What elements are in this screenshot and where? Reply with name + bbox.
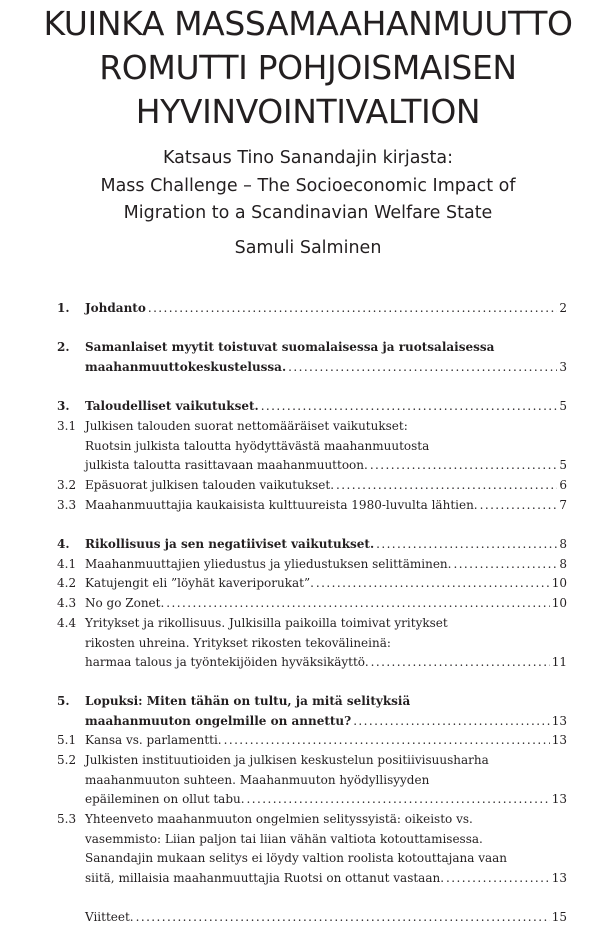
toc-line <box>57 751 567 771</box>
toc-entry[interactable] <box>57 299 567 319</box>
toc-entry-text: maahanmuuttokeskustelussa. <box>85 359 287 374</box>
toc-line <box>57 476 567 496</box>
toc-entry-text: Julkisten instituutioiden ja julkisen keskustelun positiivisuusharha <box>85 753 489 767</box>
document-subtitle <box>0 145 616 228</box>
toc-entry[interactable] <box>57 594 567 614</box>
toc-entry-number: 3.3 <box>57 498 77 512</box>
toc-page-number: 2 <box>559 301 567 315</box>
toc-entry-text: Maahanmuuttajia kaukaisista kulttuureista 1980-luvulta lähtien. <box>85 498 478 512</box>
toc-entry-number: 4.4 <box>57 616 77 630</box>
toc-entry-text: vasemmisto: Liian paljon tai liian vähän valtiota kotouttamisessa. <box>85 831 483 846</box>
subtitle-line: Migration to a Scandinavian Welfare State <box>123 203 493 223</box>
toc-entry[interactable] <box>57 692 567 731</box>
toc-entry-number: 2. <box>57 340 70 354</box>
dot-leader <box>224 731 550 751</box>
toc-entry-text: Lopuksi: Miten tähän on tultu, ja mitä selityksiä <box>85 694 411 708</box>
toc-entry[interactable] <box>57 810 567 888</box>
dot-leader <box>376 535 557 555</box>
toc-entry-number: 3. <box>57 399 70 413</box>
toc-entry-text: Sanandajin mukaan selitys ei löydy valtion roolista kotouttajana vaan <box>85 851 508 866</box>
toc-entry-number: 5. <box>57 694 70 708</box>
title-line: HYVINVOINTIVALTION <box>135 92 481 131</box>
dot-leader <box>166 594 549 614</box>
toc-entry-number: 4.1 <box>57 557 77 571</box>
toc-entry[interactable] <box>57 574 567 594</box>
toc-entry[interactable] <box>57 397 567 417</box>
toc-entry-number: 4.3 <box>57 596 77 610</box>
toc-entry-text: julkista taloutta rasittavaan maahanmuuttoon. <box>85 458 368 473</box>
toc-page-number: 13 <box>551 792 567 807</box>
toc-entry-number: 4. <box>57 537 70 551</box>
toc-line <box>57 712 567 732</box>
toc-entry-number: 3.1 <box>57 419 77 433</box>
toc-entry-text: epäileminen on ollut tabu. <box>85 792 245 807</box>
toc-line <box>57 456 567 476</box>
toc-entry-text: harmaa talous ja työntekijöiden hyväksikäyttö. <box>85 655 369 670</box>
dot-leader <box>453 555 557 575</box>
toc-entry-text: Rikollisuus ja sen negatiiviset vaikutukset. <box>85 537 375 551</box>
toc-page-number: 10 <box>551 576 567 590</box>
toc-entry[interactable] <box>57 751 567 810</box>
toc-entry-number: 1. <box>57 301 70 315</box>
dot-leader <box>353 712 550 732</box>
toc-line <box>57 535 567 555</box>
subtitle-line: Katsaus Tino Sanandajin kirjasta: <box>162 148 454 168</box>
toc-entry-text: Kansa vs. parlamentti. <box>85 733 222 747</box>
toc-entry-text: Samanlaiset myytit toistuvat suomalaisessa ja ruotsalaisessa <box>85 340 495 354</box>
dot-leader <box>288 358 557 378</box>
toc-line <box>57 417 567 437</box>
toc-line <box>57 849 567 869</box>
dot-leader <box>370 456 558 476</box>
toc-page-number: 11 <box>551 655 567 670</box>
toc-line <box>57 496 567 516</box>
toc-page-number: 8 <box>559 537 567 551</box>
toc-page-number: 10 <box>551 596 567 610</box>
dot-leader <box>480 496 558 516</box>
toc-page-number: 5 <box>559 458 567 473</box>
toc-line <box>57 731 567 751</box>
toc-line <box>57 869 567 889</box>
toc-entry[interactable] <box>57 555 567 575</box>
toc-entry[interactable] <box>57 417 567 476</box>
toc-entry-text: rikosten uhreina. Yritykset rikosten tekovälineinä: <box>85 635 391 650</box>
dot-leader <box>446 869 550 889</box>
toc-entry-text: No go Zonet. <box>85 596 165 610</box>
title-line: ROMUTTI POHJOISMAISEN <box>99 48 517 87</box>
toc-line <box>57 771 567 791</box>
toc-line <box>57 358 567 378</box>
toc-line <box>57 908 567 928</box>
toc-entry-number: 3.2 <box>57 478 77 492</box>
toc-entry-text: Johdanto <box>85 301 146 315</box>
toc-line <box>57 338 567 358</box>
toc-entry[interactable] <box>57 908 567 928</box>
author-name: Samuli Salminen <box>234 238 382 258</box>
toc-entry-text: Yritykset ja rikollisuus. Julkisilla paikoilla toimivat yritykset <box>85 616 448 630</box>
dot-leader <box>148 299 558 319</box>
toc-line <box>57 692 567 712</box>
toc-line <box>57 437 567 457</box>
dot-leader <box>316 574 550 594</box>
toc-entry-text: Taloudelliset vaikutukset. <box>85 399 259 413</box>
toc-entry-text: Ruotsin julkista taloutta hyödyttävästä maahanmuutosta <box>85 438 430 453</box>
toc-entry-text: maahanmuuton suhteen. Maahanmuuton hyödyllisyyden <box>85 772 430 787</box>
document-title <box>0 2 616 134</box>
toc-page-number: 6 <box>559 478 567 492</box>
toc-page-number: 13 <box>551 733 567 747</box>
toc-line <box>57 810 567 830</box>
toc-entry-number: 5.2 <box>57 753 77 767</box>
subtitle-line: Mass Challenge – The Socioeconomic Impact of <box>100 175 516 196</box>
toc-entry[interactable] <box>57 614 567 673</box>
toc-line <box>57 594 567 614</box>
toc-entry-text: Maahanmuuttajien yliedustus ja yliedustuksen selittäminen. <box>85 557 452 571</box>
toc-page-number: 3 <box>559 359 567 374</box>
toc-line <box>57 555 567 575</box>
toc-entry-text: maahanmuuton ongelmille on annettu? <box>85 713 352 728</box>
toc-line <box>57 299 567 319</box>
dot-leader <box>136 908 550 928</box>
toc-entry-text: Viitteet. <box>85 910 134 924</box>
toc-page-number: 13 <box>551 870 567 885</box>
toc-line <box>57 830 567 850</box>
toc-entry-text: Yhteenveto maahanmuuton ongelmien selityssyistä: oikeisto vs. <box>85 812 473 826</box>
toc-line <box>57 653 567 673</box>
toc-entry-text: siitä, millaisia maahanmuuttajia Ruotsi on ottanut vastaan. <box>85 870 445 885</box>
toc-line <box>57 574 567 594</box>
dot-leader <box>261 397 558 417</box>
toc-page-number: 5 <box>559 399 567 413</box>
toc-entry-text: Katujengit eli ”löyhät kaveriporukat”. <box>85 576 314 590</box>
toc-page-number: 13 <box>551 713 567 728</box>
toc-line <box>57 790 567 810</box>
toc-page-number: 15 <box>551 910 567 924</box>
toc-entry-number: 4.2 <box>57 576 77 590</box>
title-line: KUINKA MASSAMAAHANMUUTTO <box>43 4 573 43</box>
toc-page-number: 8 <box>559 557 567 571</box>
toc-entry[interactable] <box>57 535 567 555</box>
toc-entry[interactable] <box>57 496 567 516</box>
toc-entry-text: Epäsuorat julkisen talouden vaikutukset. <box>85 478 335 492</box>
dot-leader <box>247 790 550 810</box>
toc-line <box>57 614 567 634</box>
toc-entry[interactable] <box>57 338 567 377</box>
toc-entry-text: Julkisen talouden suorat nettomääräiset vaikutukset: <box>85 419 408 433</box>
toc-line <box>57 634 567 654</box>
toc-line <box>57 397 567 417</box>
toc-page-number: 7 <box>559 498 567 512</box>
toc-entry[interactable] <box>57 476 567 496</box>
toc-entry[interactable] <box>57 731 567 751</box>
toc-entry-number: 5.3 <box>57 812 77 826</box>
dot-leader <box>336 476 557 496</box>
toc-entry-number: 5.1 <box>57 733 77 747</box>
dot-leader <box>371 653 550 673</box>
